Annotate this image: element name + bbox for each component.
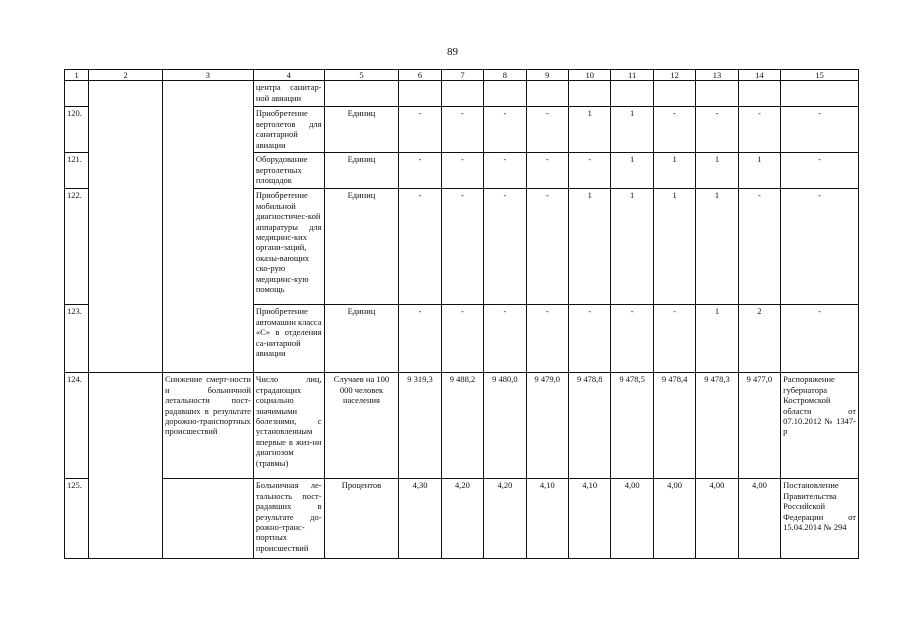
value-cell: - [441, 305, 483, 373]
value-cell: 1 [696, 189, 738, 305]
value-cell: 4,00 [611, 479, 653, 559]
goal-cell [162, 81, 253, 373]
value-cell: 9 488,2 [441, 373, 483, 479]
value-cell: - [611, 305, 653, 373]
value-cell: 1 [569, 189, 611, 305]
row-number-cell: 122. [65, 189, 89, 305]
source-cell: Распоряжение губернатора Костромской области от 07.10.2012 № 1347-р [781, 373, 859, 479]
header-cell: 4 [253, 70, 324, 81]
value-cell: 4,10 [569, 479, 611, 559]
value-cell: 9 478,5 [611, 373, 653, 479]
value-cell: - [526, 107, 568, 153]
value-cell: 9 478,4 [653, 373, 695, 479]
value-cell: 4,00 [653, 479, 695, 559]
header-cell: 15 [781, 70, 859, 81]
value-cell: 9 480,0 [484, 373, 526, 479]
value-cell: 2 [738, 305, 780, 373]
header-cell: 7 [441, 70, 483, 81]
value-cell: 4,30 [399, 479, 441, 559]
value-cell: - [399, 153, 441, 189]
value-cell: 9 477,0 [738, 373, 780, 479]
indicator-cell: Число лиц, страдающих социально значимыми болезнями, с установленным впервые в жиз-ни диагнозом (травмы) [253, 373, 324, 479]
value-cell: - [399, 305, 441, 373]
row-number-cell: 125. [65, 479, 89, 559]
goal-cell: Снижение смерт-ности и больничной летальности пост-радавших в результате дорожно-транспортных происшествий [162, 373, 253, 479]
header-cell: 11 [611, 70, 653, 81]
unit-cell: Единиц [324, 107, 399, 153]
source-cell: - [781, 305, 859, 373]
goal-cell [162, 479, 253, 559]
value-cell: - [569, 153, 611, 189]
value-cell: - [738, 107, 780, 153]
value-cell: 9 478,8 [569, 373, 611, 479]
value-cell: - [653, 305, 695, 373]
value-cell: - [399, 189, 441, 305]
unit-cell: Процентов [324, 479, 399, 559]
value-cell: - [526, 153, 568, 189]
unit-cell: Единиц [324, 153, 399, 189]
value-cell: 9 479,0 [526, 373, 568, 479]
value-cell: - [484, 153, 526, 189]
value-cell: 9 478,3 [696, 373, 738, 479]
row-number-cell: 121. [65, 153, 89, 189]
indicator-cell: Приобретение мобильной диагностичес-кой аппаратуры для медицинс-ких органи-заций, оказы-вающих ско-рую медицинс-кую помощь [253, 189, 324, 305]
subprogram-cell [89, 81, 163, 373]
header-cell: 10 [569, 70, 611, 81]
value-cell: 1 [696, 305, 738, 373]
source-cell: - [781, 107, 859, 153]
value-cell: - [441, 189, 483, 305]
header-cell: 3 [162, 70, 253, 81]
value-cell: 4,10 [526, 479, 568, 559]
header-cell: 12 [653, 70, 695, 81]
indicator-cell: Приобретение автомашин класса «С» в отделения са-нитарной авиации [253, 305, 324, 373]
value-cell: - [653, 107, 695, 153]
source-cell: - [781, 153, 859, 189]
indicators-table [64, 69, 859, 559]
value-cell: 1 [611, 107, 653, 153]
row-number-cell: 124. [65, 373, 89, 479]
value-cell: - [484, 189, 526, 305]
header-cell: 1 [65, 70, 89, 81]
value-cell: 1 [569, 107, 611, 153]
column-number-row [65, 70, 859, 81]
value-cell: 1 [611, 189, 653, 305]
indicator-cell: центра санитар-ной авиации [253, 81, 324, 107]
header-cell: 5 [324, 70, 399, 81]
value-cell: 4,00 [738, 479, 780, 559]
row-number-cell [65, 81, 89, 107]
value-cell: - [399, 107, 441, 153]
header-cell: 2 [89, 70, 163, 81]
value-cell: - [738, 189, 780, 305]
unit-cell: Единиц [324, 189, 399, 305]
value-cell: - [484, 305, 526, 373]
value-cell: 9 319,3 [399, 373, 441, 479]
value-cell: 1 [653, 153, 695, 189]
indicator-cell: Оборудование вертолетных площадок [253, 153, 324, 189]
unit-cell: Случаев на 100 000 человек населения [324, 373, 399, 479]
value-cell: 1 [611, 153, 653, 189]
indicator-cell: Приобретение вертолетов для санитарной авиации [253, 107, 324, 153]
page-number: 89 [447, 46, 458, 58]
value-cell: - [484, 107, 526, 153]
value-cell: 1 [653, 189, 695, 305]
value-cell: - [696, 107, 738, 153]
value-cell: 4,20 [441, 479, 483, 559]
table-row [65, 81, 859, 107]
value-cell: 4,00 [696, 479, 738, 559]
subprogram-cell [89, 373, 163, 559]
indicator-cell: Больничная ле-тальность пост-радавших в результате до-рожно-транс-портных происшествий [253, 479, 324, 559]
header-cell: 14 [738, 70, 780, 81]
row-number-cell: 120. [65, 107, 89, 153]
source-cell: - [781, 189, 859, 305]
value-cell: - [526, 305, 568, 373]
value-cell: - [569, 305, 611, 373]
table-row [65, 373, 859, 479]
value-cell: - [526, 189, 568, 305]
value-cell: 1 [738, 153, 780, 189]
value-cell: 1 [696, 153, 738, 189]
table-row [65, 479, 859, 559]
value-cell: 4,20 [484, 479, 526, 559]
header-cell: 8 [484, 70, 526, 81]
header-cell: 9 [526, 70, 568, 81]
header-cell: 13 [696, 70, 738, 81]
value-cell: - [441, 153, 483, 189]
source-cell: Постановление Правительства Российской Федерации от 15.04.2014 № 294 [781, 479, 859, 559]
value-cell: - [441, 107, 483, 153]
row-number-cell: 123. [65, 305, 89, 373]
unit-cell: Единиц [324, 305, 399, 373]
header-cell: 6 [399, 70, 441, 81]
